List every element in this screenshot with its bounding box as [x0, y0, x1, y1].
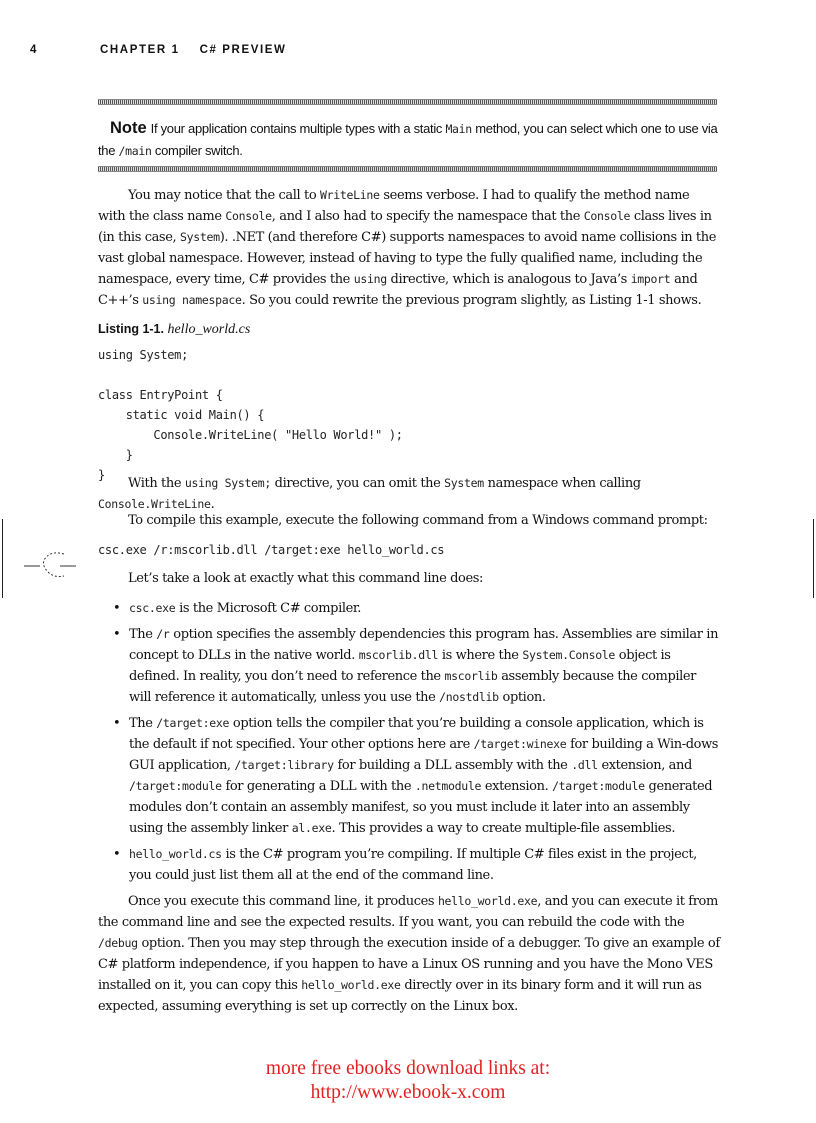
inline-code: /r [156, 627, 170, 641]
paragraph-compile: To compile this example, execute the following command from a Windows command prompt: [128, 513, 708, 528]
chapter-title: C# PREVIEW [199, 44, 287, 56]
inline-code: /main [118, 144, 152, 158]
page-number: 4 [30, 44, 38, 56]
inline-code: Console [225, 209, 272, 223]
inline-code: .netmodule [414, 779, 482, 793]
left-margin-mark [2, 519, 3, 598]
inline-code: Console.WriteLine [98, 497, 211, 511]
inline-code: using namespace [142, 293, 242, 307]
command-line: csc.exe /r:mscorlib.dll /target:exe hello_world.cs [98, 543, 445, 557]
paragraph-execute: Once you execute this command line, it produces hello_world.exe, and you can execute it from the command line and see the expected results. If you want, you can rebuild the code with the /debug option. Then you may step through the execution inside of a debugger. To give an example of C# platform independence, if you happen to have a Linux OS running and you have the Mono VES installed on it, you can copy this hello_world.exe directly over in its binary form and it will run as expected, assuming everything is set up correctly on the Linux box. [98, 894, 720, 1014]
inline-code: /target:module [552, 779, 645, 793]
footer-link[interactable]: http://www.ebook-x.com [310, 1082, 506, 1103]
paragraph-using-directive: With the using System; directive, you can omit the System namespace when calling Console.WriteLine. [98, 476, 641, 512]
inline-code: /target:exe [156, 716, 230, 730]
inline-code: Main [445, 122, 472, 136]
note-label: Note [110, 119, 147, 137]
note-box: Note If your application contains multiple types with a static Main method, you can select which one to use via the /main compiler switch. [98, 119, 718, 158]
list-item: • hello_world.cs is the C# program you’re compiling. If multiple C# files exist in the project, you could just list them all at the end of the command line. [98, 844, 720, 886]
bullet-icon: • [113, 601, 121, 616]
right-margin-mark [813, 519, 814, 598]
inline-code: /target:library [234, 758, 334, 772]
code-listing: using System; class EntryPoint { static void Main() { Console.WriteLine( "Hello World!" ); } } [98, 348, 403, 482]
inline-code: hello_world.exe [301, 978, 401, 992]
inline-code: using [353, 272, 387, 286]
note-bottom-rule [98, 166, 717, 172]
footer-ad-line: more free ebooks download links at: [265, 1058, 551, 1079]
inline-code: al.exe [291, 821, 332, 835]
option-list [98, 598, 720, 891]
inline-code: .dll [571, 758, 598, 772]
inline-code: import [630, 272, 671, 286]
inline-code: mscorlib.dll [358, 648, 439, 662]
inline-code: /target:module [129, 779, 222, 793]
bullet-icon: • [113, 847, 121, 862]
listing-filename: hello_world.cs [167, 322, 251, 337]
inline-code: Console [583, 209, 631, 223]
inline-code: System [179, 230, 220, 244]
chapter-label: CHAPTER 1 [100, 44, 180, 56]
list-item: • The /target:exe option tells the compiler that you’re building a console application, which is the default if not specified. Your other options here are /target:winexe for building a Win-dows GUI application, /target:library for building a DLL assembly with the .dll extension, and /target:module for generating a DLL with the .netmodule extension. /target:module generated modules don’t contain an assembly manifest, so you must include it later into an assembly using the assembly linker al.exe. This provides a way to create multiple-file assemblies. [98, 713, 720, 839]
paragraph-namespaces: You may notice that the call to WriteLine seems verbose. I had to qualify the method name with the class name Console, and I also had to specify the namespace that the Console class lives in (in this case, System). .NET (and therefore C#) supports namespaces to avoid name collisions in the vast global namespace. However, instead of having to type the fully qualified name, including the namespace, every time, C# provides the using directive, which is analogous to Java’s import and C++’s using namespace. So you could rewrite the previous program slightly, as Listing 1-1 shows. [98, 188, 717, 308]
inline-code: System [444, 476, 484, 490]
registration-mark-icon [20, 548, 78, 580]
bullet-icon: • [113, 627, 121, 642]
inline-code: /debug [98, 936, 138, 950]
inline-code: /nostdlib [439, 690, 499, 704]
listing-label: Listing 1-1. [98, 322, 164, 336]
inline-code: WriteLine [320, 188, 380, 202]
inline-code: hello_world.exe [437, 894, 538, 908]
list-item: • csc.exe is the Microsoft C# compiler. [98, 598, 720, 619]
note-top-rule [98, 99, 717, 105]
inline-code: using System; [184, 476, 271, 490]
chapter-heading [100, 44, 287, 56]
list-item: • The /r option specifies the assembly dependencies this program has. Assemblies are similar in concept to DLLs in the native world. mscorlib.dll is where the System.Console object is defined. In reality, you don’t need to reference the mscorlib assembly because the compiler will reference it automatically, unless you use the /nostdlib option. [98, 624, 720, 708]
listing-caption [98, 322, 250, 338]
inline-code: System.Console [522, 648, 616, 662]
inline-code: hello_world.cs [129, 847, 222, 861]
inline-code: csc.exe [129, 601, 176, 615]
bullet-icon: • [113, 716, 121, 731]
inline-code: mscorlib [444, 669, 498, 683]
paragraph-intro-list: Let’s take a look at exactly what this command line does: [128, 571, 484, 586]
inline-code: /target:winexe [473, 737, 567, 751]
